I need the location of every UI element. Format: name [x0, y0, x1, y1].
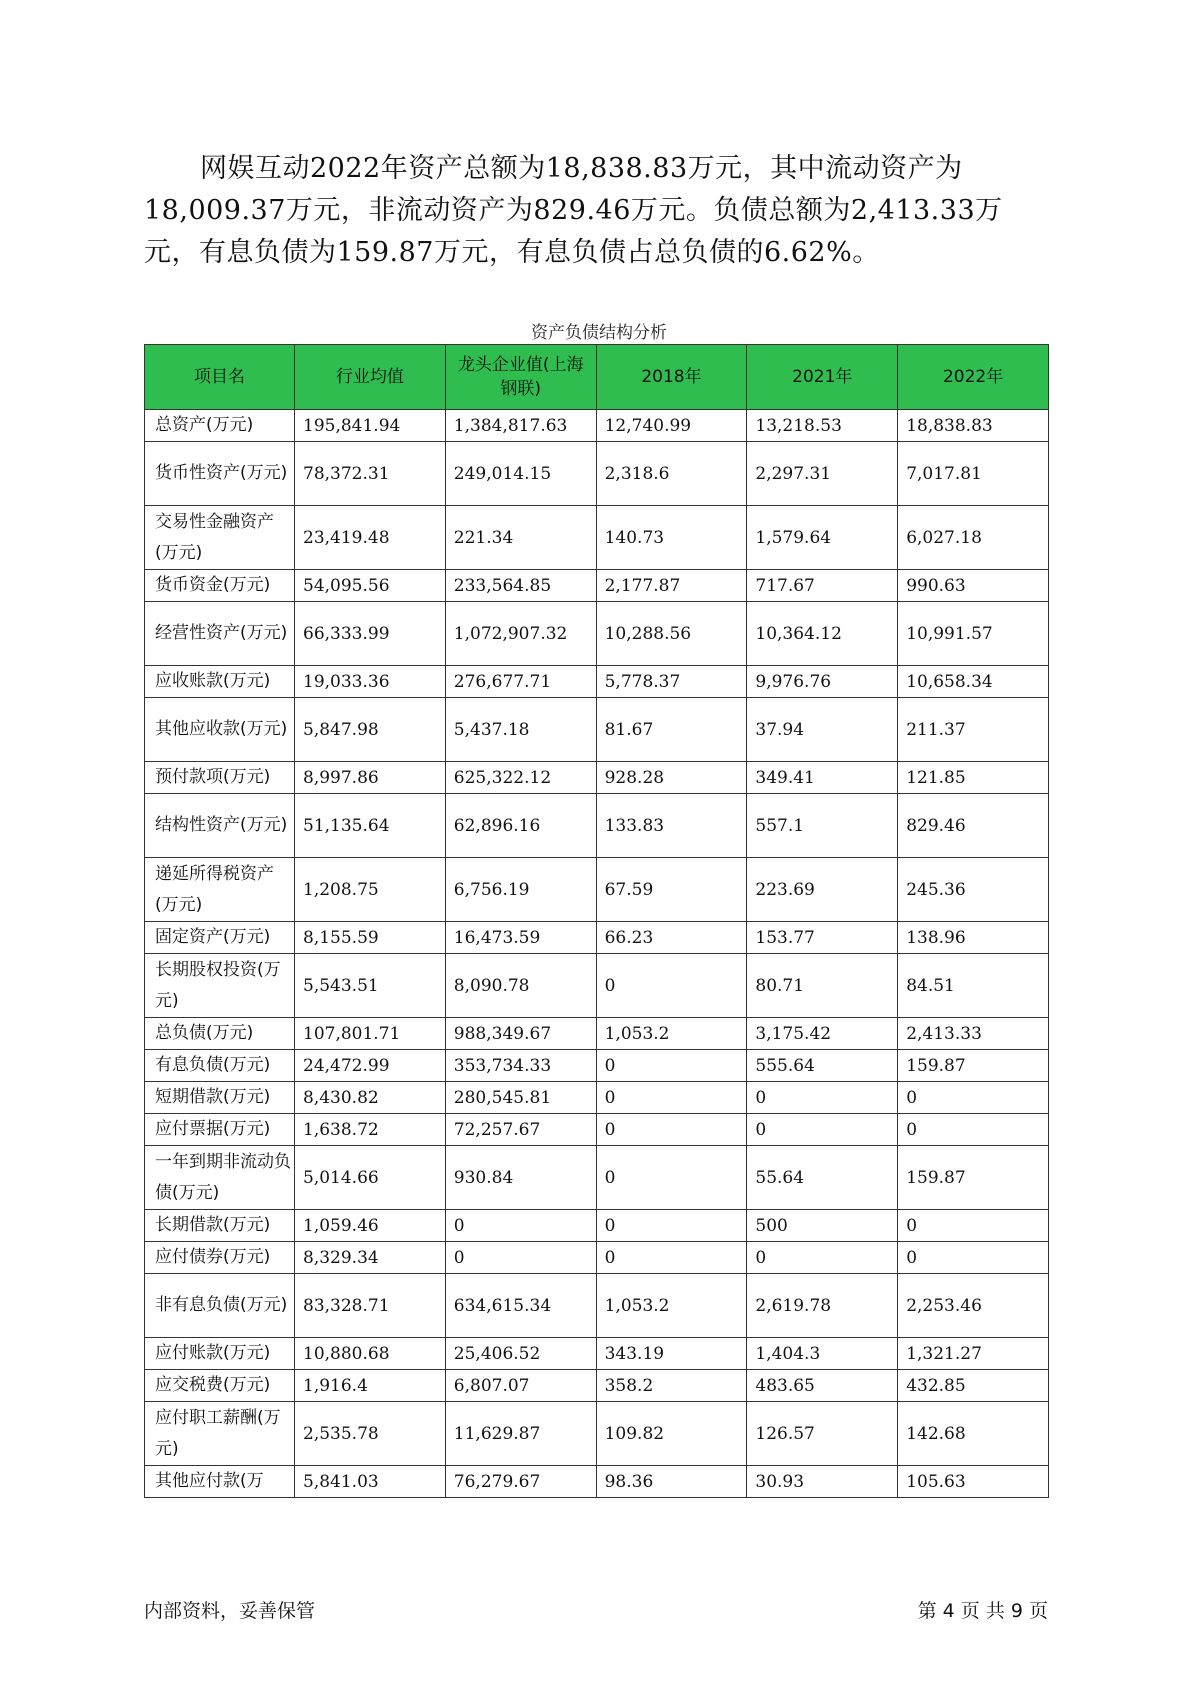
table-cell: 276,677.71 [445, 666, 596, 698]
table-cell: 142.68 [898, 1402, 1049, 1466]
table-cell: 66.23 [596, 922, 747, 954]
table-row [145, 442, 1049, 506]
table-row [145, 794, 1049, 858]
table-row [145, 1242, 1049, 1274]
row-label: 一年到期非流动负债(万元) [145, 1146, 295, 1210]
row-label: 货币性资产(万元) [145, 442, 295, 506]
table-cell: 23,419.48 [295, 506, 446, 570]
table-cell: 0 [747, 1082, 898, 1114]
table-cell: 1,404.3 [747, 1338, 898, 1370]
table-cell: 634,615.34 [445, 1274, 596, 1338]
table-row [145, 1114, 1049, 1146]
table-cell: 8,090.78 [445, 954, 596, 1018]
table-cell: 5,437.18 [445, 698, 596, 762]
body-paragraph: 网娱互动2022年资产总额为18,838.83万元，其中流动资产为18,009.37万元，非流动资产为829.46万元。负债总额为2,413.33万元，有息负债为159.87万元，有息负债占总负债的6.62%。 [144, 153, 1003, 268]
table-cell: 0 [596, 1146, 747, 1210]
table-cell: 6,027.18 [898, 506, 1049, 570]
table-cell: 159.87 [898, 1050, 1049, 1082]
table-cell: 1,384,817.63 [445, 410, 596, 442]
table-cell: 1,579.64 [747, 506, 898, 570]
row-label: 应收账款(万元) [145, 666, 295, 698]
table-cell: 8,997.86 [295, 762, 446, 794]
table-cell: 76,279.67 [445, 1466, 596, 1498]
table-cell: 483.65 [747, 1370, 898, 1402]
table-cell: 0 [596, 1114, 747, 1146]
table-row [145, 506, 1049, 570]
row-label: 短期借款(万元) [145, 1082, 295, 1114]
row-label: 其他应收款(万元) [145, 698, 295, 762]
table-cell: 8,329.34 [295, 1242, 446, 1274]
table-cell: 19,033.36 [295, 666, 446, 698]
table-cell: 1,053.2 [596, 1274, 747, 1338]
table-cell: 98.36 [596, 1466, 747, 1498]
header-2022: 2022年 [898, 345, 1049, 410]
table-cell: 9,976.76 [747, 666, 898, 698]
table-cell: 126.57 [747, 1402, 898, 1466]
row-label: 长期借款(万元) [145, 1210, 295, 1242]
table-cell: 223.69 [747, 858, 898, 922]
row-label: 固定资产(万元) [145, 922, 295, 954]
table-cell: 245.36 [898, 858, 1049, 922]
table-cell: 72,257.67 [445, 1114, 596, 1146]
table-row [145, 1050, 1049, 1082]
table-cell: 121.85 [898, 762, 1049, 794]
row-label: 经营性资产(万元) [145, 602, 295, 666]
table-cell: 5,543.51 [295, 954, 446, 1018]
row-label: 总资产(万元) [145, 410, 295, 442]
table-cell: 2,619.78 [747, 1274, 898, 1338]
table-cell: 0 [596, 1242, 747, 1274]
table-cell: 1,916.4 [295, 1370, 446, 1402]
table-cell: 1,053.2 [596, 1018, 747, 1050]
table-row [145, 666, 1049, 698]
table-row [145, 1082, 1049, 1114]
table-cell: 0 [445, 1242, 596, 1274]
table-cell: 555.64 [747, 1050, 898, 1082]
table-row [145, 410, 1049, 442]
table-cell: 2,297.31 [747, 442, 898, 506]
row-label: 有息负债(万元) [145, 1050, 295, 1082]
table-cell: 67.59 [596, 858, 747, 922]
header-2018: 2018年 [596, 345, 747, 410]
row-label: 结构性资产(万元) [145, 794, 295, 858]
table-cell: 138.96 [898, 922, 1049, 954]
table-cell: 500 [747, 1210, 898, 1242]
row-label: 应付账款(万元) [145, 1338, 295, 1370]
table-cell: 0 [747, 1242, 898, 1274]
table-cell: 233,564.85 [445, 570, 596, 602]
table-row [145, 954, 1049, 1018]
table-cell: 109.82 [596, 1402, 747, 1466]
row-label: 递延所得税资产(万元) [145, 858, 295, 922]
table-cell: 2,535.78 [295, 1402, 446, 1466]
table-cell: 2,318.6 [596, 442, 747, 506]
row-label: 应付债券(万元) [145, 1242, 295, 1274]
table-cell: 625,322.12 [445, 762, 596, 794]
table-row [145, 1370, 1049, 1402]
table-cell: 0 [898, 1082, 1049, 1114]
row-label: 其他应付款(万 [145, 1466, 295, 1498]
table-cell: 0 [747, 1114, 898, 1146]
table-cell: 51,135.64 [295, 794, 446, 858]
table-cell: 343.19 [596, 1338, 747, 1370]
table-body [145, 410, 1049, 1498]
table-cell: 280,545.81 [445, 1082, 596, 1114]
table-cell: 0 [596, 1050, 747, 1082]
table-cell: 84.51 [898, 954, 1049, 1018]
table-cell: 349.41 [747, 762, 898, 794]
table-cell: 62,896.16 [445, 794, 596, 858]
table-cell: 353,734.33 [445, 1050, 596, 1082]
table-cell: 0 [898, 1242, 1049, 1274]
table-cell: 557.1 [747, 794, 898, 858]
table-cell: 133.83 [596, 794, 747, 858]
table-cell: 0 [596, 1210, 747, 1242]
table-cell: 829.46 [898, 794, 1049, 858]
table-cell: 83,328.71 [295, 1274, 446, 1338]
footer-confidential: 内部资料，妥善保管 [144, 1600, 316, 1622]
table-cell: 5,847.98 [295, 698, 446, 762]
table-cell: 249,014.15 [445, 442, 596, 506]
table-cell: 195,841.94 [295, 410, 446, 442]
table-cell: 10,658.34 [898, 666, 1049, 698]
table-cell: 0 [898, 1114, 1049, 1146]
row-label: 长期股权投资(万元) [145, 954, 295, 1018]
table-cell: 8,155.59 [295, 922, 446, 954]
table-cell: 16,473.59 [445, 922, 596, 954]
table-row [145, 1338, 1049, 1370]
row-label: 应付票据(万元) [145, 1114, 295, 1146]
row-label: 应付职工薪酬(万元) [145, 1402, 295, 1466]
table-cell: 1,321.27 [898, 1338, 1049, 1370]
table-cell: 1,072,907.32 [445, 602, 596, 666]
table-cell: 11,629.87 [445, 1402, 596, 1466]
header-2021: 2021年 [747, 345, 898, 410]
row-label: 非有息负债(万元) [145, 1274, 295, 1338]
table-cell: 54,095.56 [295, 570, 446, 602]
table-cell: 10,288.56 [596, 602, 747, 666]
table-cell: 5,014.66 [295, 1146, 446, 1210]
table-cell: 10,364.12 [747, 602, 898, 666]
row-label: 应交税费(万元) [145, 1370, 295, 1402]
table-row [145, 858, 1049, 922]
table-cell: 930.84 [445, 1146, 596, 1210]
table-cell: 0 [445, 1210, 596, 1242]
table-cell: 5,841.03 [295, 1466, 446, 1498]
balance-sheet-table [144, 344, 1049, 1498]
table-row [145, 922, 1049, 954]
table-row [145, 698, 1049, 762]
table-row [145, 1274, 1049, 1338]
table-cell: 12,740.99 [596, 410, 747, 442]
table-cell: 990.63 [898, 570, 1049, 602]
table-cell: 8,430.82 [295, 1082, 446, 1114]
table-cell: 10,991.57 [898, 602, 1049, 666]
table-cell: 2,413.33 [898, 1018, 1049, 1050]
table-cell: 432.85 [898, 1370, 1049, 1402]
table-cell: 988,349.67 [445, 1018, 596, 1050]
table-row [145, 1210, 1049, 1242]
table-row [145, 570, 1049, 602]
table-cell: 2,253.46 [898, 1274, 1049, 1338]
table-row [145, 1466, 1049, 1498]
table-cell: 153.77 [747, 922, 898, 954]
row-label: 预付款项(万元) [145, 762, 295, 794]
table-cell: 24,472.99 [295, 1050, 446, 1082]
table-cell: 2,177.87 [596, 570, 747, 602]
row-label: 总负债(万元) [145, 1018, 295, 1050]
table-row [145, 762, 1049, 794]
table-row [145, 602, 1049, 666]
table-cell: 211.37 [898, 698, 1049, 762]
table-cell: 7,017.81 [898, 442, 1049, 506]
table-cell: 13,218.53 [747, 410, 898, 442]
table-cell: 37.94 [747, 698, 898, 762]
table-cell: 107,801.71 [295, 1018, 446, 1050]
table-cell: 66,333.99 [295, 602, 446, 666]
table-cell: 358.2 [596, 1370, 747, 1402]
table-cell: 140.73 [596, 506, 747, 570]
table-cell: 6,756.19 [445, 858, 596, 922]
table-cell: 1,059.46 [295, 1210, 446, 1242]
table-cell: 0 [596, 954, 747, 1018]
table-cell: 25,406.52 [445, 1338, 596, 1370]
table-cell: 1,208.75 [295, 858, 446, 922]
table-cell: 0 [898, 1210, 1049, 1242]
footer-page-number: 第 4 页 共 9 页 [917, 1600, 1048, 1622]
table-cell: 3,175.42 [747, 1018, 898, 1050]
header-leader-value: 龙头企业值(上海钢联) [445, 345, 596, 410]
table-cell: 80.71 [747, 954, 898, 1018]
table-cell: 81.67 [596, 698, 747, 762]
table-cell: 928.28 [596, 762, 747, 794]
table-cell: 105.63 [898, 1466, 1049, 1498]
table-cell: 78,372.31 [295, 442, 446, 506]
table-cell: 55.64 [747, 1146, 898, 1210]
header-item-name: 项目名 [145, 345, 295, 410]
row-label: 货币资金(万元) [145, 570, 295, 602]
table-row [145, 1018, 1049, 1050]
table-cell: 6,807.07 [445, 1370, 596, 1402]
row-label: 交易性金融资产(万元) [145, 506, 295, 570]
table-cell: 18,838.83 [898, 410, 1049, 442]
table-cell: 5,778.37 [596, 666, 747, 698]
table-cell: 30.93 [747, 1466, 898, 1498]
table-cell: 0 [596, 1082, 747, 1114]
table-row [145, 1402, 1049, 1466]
table-caption: 资产负债结构分析 [531, 323, 667, 343]
table-cell: 159.87 [898, 1146, 1049, 1210]
table-cell: 717.67 [747, 570, 898, 602]
header-industry-avg: 行业均值 [295, 345, 446, 410]
table-cell: 1,638.72 [295, 1114, 446, 1146]
table-cell: 221.34 [445, 506, 596, 570]
table-header-row [145, 345, 1049, 410]
table-row [145, 1146, 1049, 1210]
table-cell: 10,880.68 [295, 1338, 446, 1370]
